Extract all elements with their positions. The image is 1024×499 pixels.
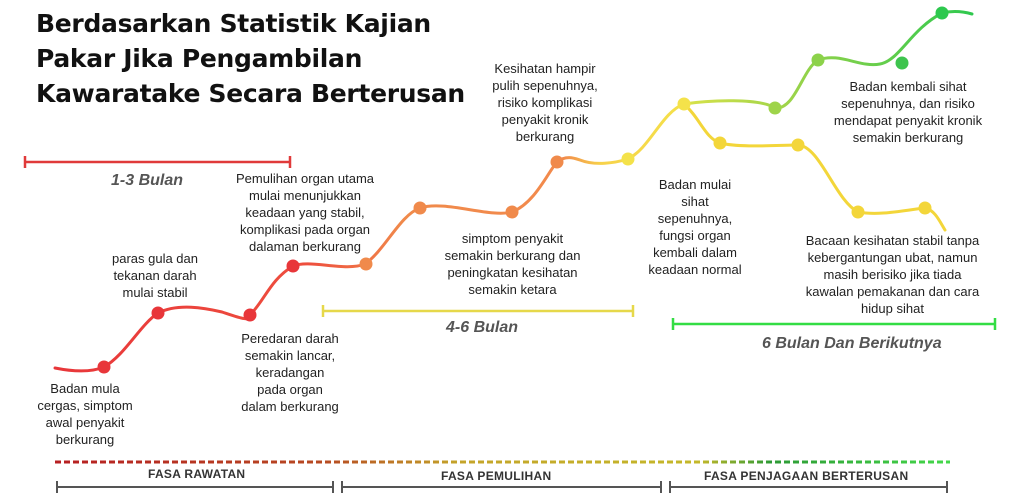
point-3 xyxy=(244,309,257,322)
note-pemulihan-organ: Pemulihan organ utama mulai menunjukkan keadaan yang stabil, komplikasi pada organ dalaman berkurang xyxy=(235,171,375,254)
point-5 xyxy=(360,258,373,271)
period-label-3: 6 Bulan Dan Berikutnya xyxy=(762,335,942,352)
point-4 xyxy=(287,260,300,273)
note-kesihatan-hampir-pulih: Kesihatan hampir pulih sepenuhnya, risiko komplikasi penyakit kronik berkurang xyxy=(492,61,598,144)
note-badan-kembali-sihat: Badan kembali sihat sepenuhnya, dan risiko mendapat penyakit kronik semakin berkurang xyxy=(833,79,983,145)
page-title: Berdasarkan Statistik Kajian Pakar Jika Pengambilan Kawaratake Secara Berterusan xyxy=(36,9,465,108)
point-7 xyxy=(506,206,519,219)
phase-label-penjagaan: FASA PENJAGAAN BERTERUSAN xyxy=(704,469,909,483)
point-14 xyxy=(919,202,932,215)
phase-bracket-1 xyxy=(57,481,333,493)
note-paras-gula: paras gula dan tekanan darah mulai stabil xyxy=(111,251,198,300)
point-15 xyxy=(769,102,782,115)
point-10 xyxy=(678,98,691,111)
period-bar-2 xyxy=(323,305,633,317)
note-simptom-penyakit: simptom penyakit semakin berkurang dan peningkatan kesihatan semakin ketara xyxy=(444,231,581,297)
note-badan-mula-cergas: Badan mula cergas, simptom awal penyakit berkurang xyxy=(37,381,133,447)
point-11 xyxy=(714,137,727,150)
point-12 xyxy=(792,139,805,152)
point-17 xyxy=(896,57,909,70)
period-bar-1 xyxy=(25,156,290,168)
note-peredaran-darah: Peredaran darah semakin lancar, keradangan pada organ dalam berkurang xyxy=(241,331,339,414)
period-label-2: 4-6 Bulan xyxy=(446,319,519,336)
point-1 xyxy=(98,361,111,374)
point-6 xyxy=(414,202,427,215)
point-2 xyxy=(152,307,165,320)
point-8 xyxy=(551,156,564,169)
point-13 xyxy=(852,206,865,219)
note-bacaan-kesihatan: Bacaan kesihatan stabil tanpa kebergantungan ubat, namun masih berisiko jika tiada kawalan pemakanan dan cara hidup sihat xyxy=(805,233,980,316)
note-badan-mulai-sihat: Badan mulai sihat sepenuhnya, fungsi organ kembali dalam keadaan normal xyxy=(648,177,742,277)
point-18 xyxy=(936,7,949,20)
phase-label-pemulihan: FASA PEMULIHAN xyxy=(441,469,552,483)
period-bar-3 xyxy=(673,318,995,330)
phase-label-rawatan: FASA RAWATAN xyxy=(148,467,246,481)
point-9 xyxy=(622,153,635,166)
period-label-1: 1-3 Bulan xyxy=(111,172,184,189)
point-16 xyxy=(812,54,825,67)
